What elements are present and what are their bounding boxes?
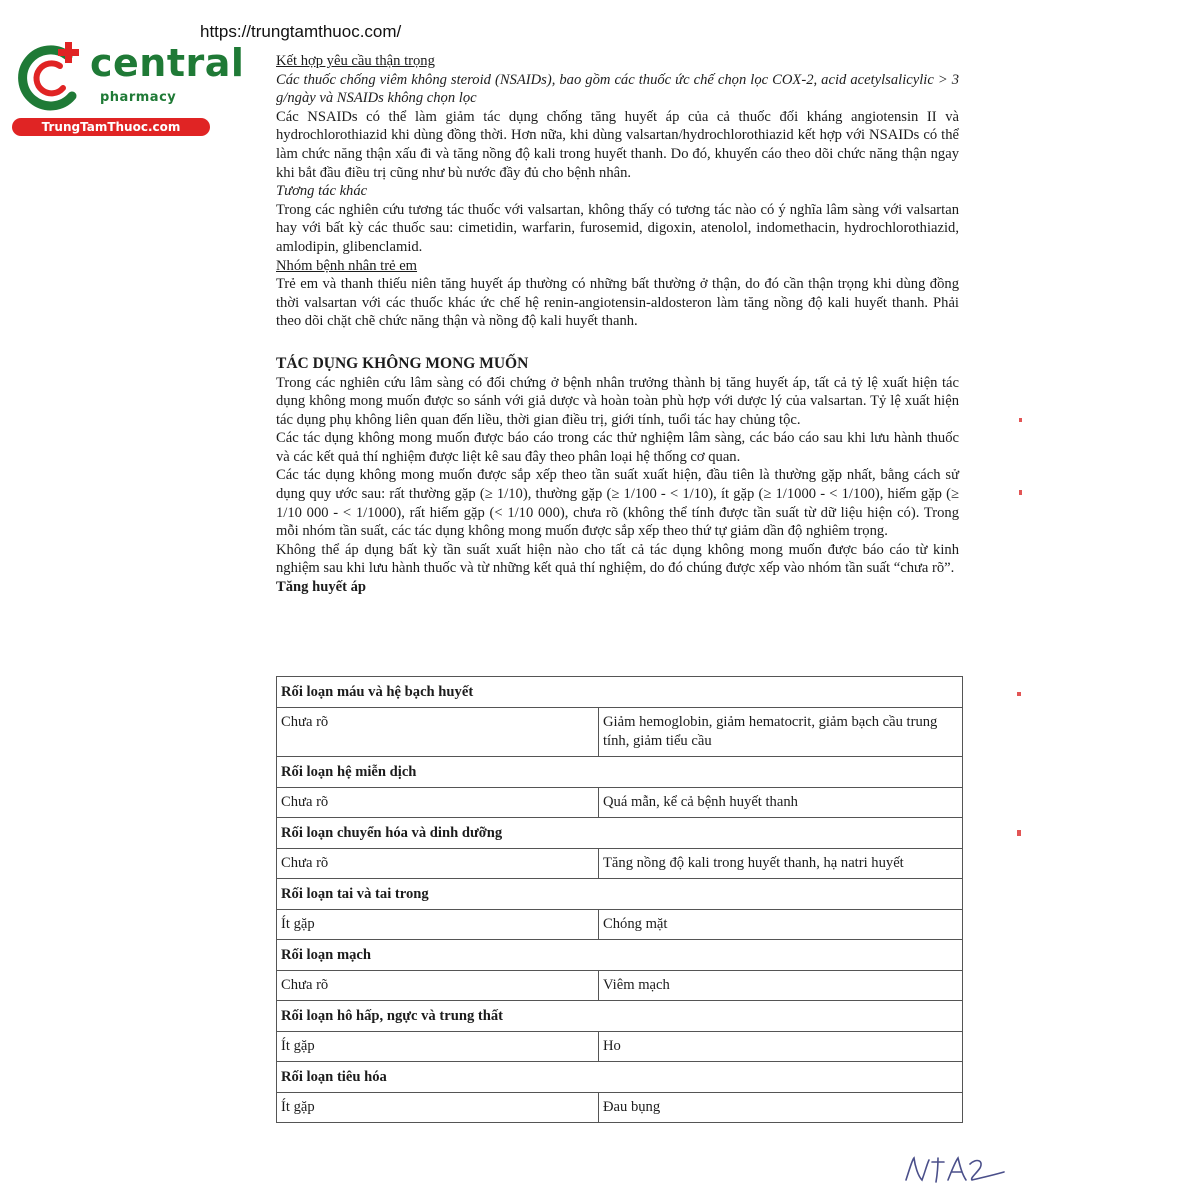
adverse-effects-heading: TÁC DỤNG KHÔNG MONG MUỐN [276, 354, 529, 372]
brand-domain: TrungTamThuoc.com [12, 118, 210, 136]
table-group-row [277, 677, 963, 708]
group-label: Rối loạn tiêu hóa [277, 1062, 963, 1093]
table-group-row [277, 1001, 963, 1032]
effect-cell: Ho [599, 1032, 963, 1062]
effect-cell: Giảm hemoglobin, giảm hematocrit, giảm bạch cầu trung tính, giảm tiểu cầu [599, 708, 963, 757]
scan-edge-mark [1019, 418, 1022, 422]
brand-subtitle: pharmacy [100, 90, 177, 105]
other-interactions-heading: Tương tác khác [276, 183, 368, 200]
pediatric-heading: Nhóm bệnh nhân trẻ em [276, 257, 418, 274]
table-group-row [277, 757, 963, 788]
table-row [277, 1093, 963, 1123]
adverse-paragraph-1: Trong các nghiên cứu lâm sàng có đối chứng ở bệnh nhân trưởng thành bị tăng huyết áp, tất cả tỷ lệ xuất hiện tác dụng không mong muốn được so sánh với giả dược và hoàn toàn phù hợp với dược lý của valsartan. Tỷ lệ xuất hiện tác dụng phụ không liên quan đến liều, thời gian điều trị, giới tính, tuổi tác hay chủng tộc. [276, 374, 959, 428]
source-url[interactable]: https://trungtamthuoc.com/ [200, 22, 402, 41]
frequency-cell: Ít gặp [277, 910, 599, 940]
table-group-row [277, 879, 963, 910]
group-label: Rối loạn hệ miễn dịch [277, 757, 963, 788]
frequency-cell: Chưa rõ [277, 788, 599, 818]
frequency-cell: Chưa rõ [277, 971, 599, 1001]
scan-edge-mark [1017, 830, 1021, 836]
table-row [277, 1032, 963, 1062]
group-label: Rối loạn mạch [277, 940, 963, 971]
table-group-row [277, 818, 963, 849]
adverse-effects-table [276, 676, 963, 1123]
table-row [277, 910, 963, 940]
nsaid-heading: Các thuốc chống viêm không steroid (NSAIDs), bao gồm các thuốc ức chế chọn lọc COX-2, acid acetylsalicylic > 3 g/ngày và NSAIDs không chọn lọc [276, 71, 959, 107]
group-label: Rối loạn tai và tai trong [277, 879, 963, 910]
frequency-cell: Ít gặp [277, 1032, 599, 1062]
handwritten-signature [900, 1150, 1010, 1190]
effect-cell: Viêm mạch [599, 971, 963, 1001]
table-row [277, 849, 963, 879]
effect-cell: Tăng nồng độ kali trong huyết thanh, hạ natri huyết [599, 849, 963, 879]
table-row [277, 708, 963, 757]
adverse-paragraph-2: Các tác dụng không mong muốn được báo cáo trong các thử nghiệm lâm sàng, các báo cáo sau khi lưu hành thuốc và các kết quả thí nghiệm được liệt kê sau đây theo phân loại hệ thống cơ quan. [276, 430, 959, 465]
nsaid-paragraph: Các NSAIDs có thể làm giảm tác dụng chống tăng huyết áp của cả thuốc đối kháng angiotensin II và hydrochlorothiazid khi dùng đồng thời. Hơn nữa, khi dùng valsartan/hydrochlorothiazid kết hợp với NSAIDs có thể làm chức năng thận xấu đi và tăng nồng độ kali trong huyết thanh. Do đó, khuyến cáo theo dõi chức năng thận ngay khi bắt đầu điều trị cũng như bù nước đầy đủ cho bệnh nhân. [276, 108, 959, 181]
effect-cell: Đau bụng [599, 1093, 963, 1123]
group-label: Rối loạn máu và hệ bạch huyết [277, 677, 963, 708]
frequency-cell: Chưa rõ [277, 708, 599, 757]
adverse-paragraph-4: Không thể áp dụng bất kỳ tần suất xuất hiện nào cho tất cả tác dụng không mong muốn được báo cáo từ kinh nghiệm sau khi lưu hành thuốc và từ những kết quả thí nghiệm, do đó chúng được xếp vào nhóm tần suất “chưa rõ”. [276, 541, 959, 577]
table-row [277, 788, 963, 818]
brand-name: central [90, 41, 245, 85]
hypertension-heading: Tăng huyết áp [276, 579, 367, 596]
effect-cell: Quá mẫn, kể cả bệnh huyết thanh [599, 788, 963, 818]
pharmacy-cross-icon [10, 38, 90, 118]
frequency-cell: Ít gặp [277, 1093, 599, 1123]
document-body [276, 52, 959, 597]
central-pharmacy-logo[interactable] [10, 38, 245, 138]
group-label: Rối loạn hô hấp, ngực và trung thất [277, 1001, 963, 1032]
table-group-row [277, 940, 963, 971]
table-row [277, 971, 963, 1001]
pediatric-paragraph: Trẻ em và thanh thiếu niên tăng huyết áp thường có những bất thường ở thận, do đó cần thận trọng khi dùng đồng thời valsartan với các thuốc khác ức chế hệ renin-angiotensin-aldosteron làm tăng nồng độ kali huyết thanh. Phải theo dõi chặt chẽ chức năng thận và nồng độ kali huyết thanh. [276, 276, 959, 330]
table-group-row [277, 1062, 963, 1093]
frequency-cell: Chưa rõ [277, 849, 599, 879]
scan-edge-mark [1017, 692, 1021, 696]
combo-heading: Kết hợp yêu cầu thận trọng [276, 53, 435, 69]
scan-edge-mark [1019, 490, 1022, 495]
adverse-paragraph-3: Các tác dụng không mong muốn được sắp xếp theo tần suất xuất hiện, đầu tiên là thường gặp nhất, bằng cách sử dụng quy ước sau: rất thường gặp (≥ 1/10), thường gặp (≥ 1/100 - < 1/10), ít gặp (≥ 1/1000 - < 1/100), hiếm gặp (≥ 1/10 000 - < 1/1000), rất hiếm gặp (< 1/10 000), chưa rõ (không thể tính được tần suất từ dữ liệu hiện có). Trong mỗi nhóm tần suất, các tác dụng không mong muốn được sắp xếp theo thứ tự giảm dần độ nghiêm trọng. [276, 467, 959, 540]
other-interactions-paragraph: Trong các nghiên cứu tương tác thuốc với valsartan, không thấy có tương tác nào có ý nghĩa lâm sàng với valsartan hay với bất kỳ các thuốc sau: cimetidin, warfarin, furosemid, digoxin, atenolol, indomethacin, hydrochlorothiazid, amlodipin, glibenclamid. [276, 201, 959, 255]
effect-cell: Chóng mặt [599, 910, 963, 940]
group-label: Rối loạn chuyển hóa và dinh dưỡng [277, 818, 963, 849]
